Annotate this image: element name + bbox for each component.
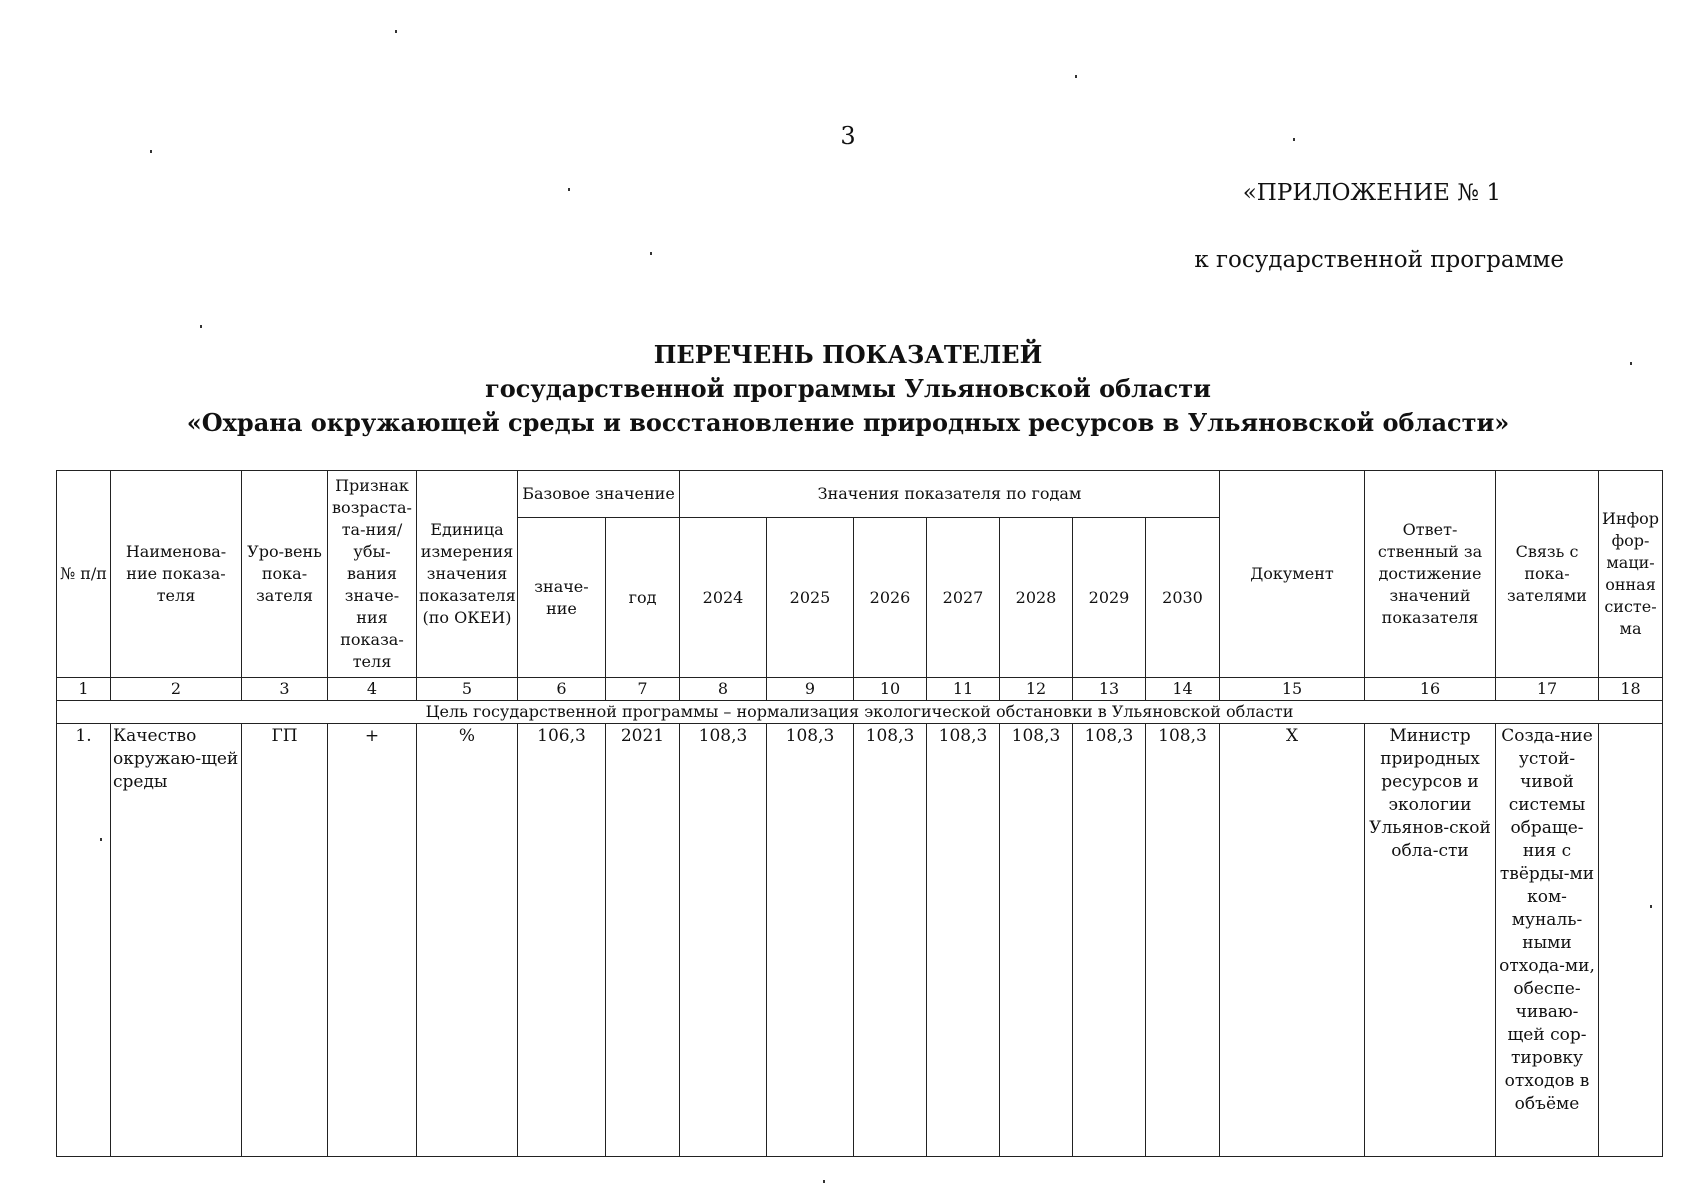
program-goal: Цель государственной программы – нормализация экологической обстановки в Ульяновской области <box>57 701 1663 724</box>
row-value-2028: 108,3 <box>1000 724 1073 1157</box>
column-number: 3 <box>242 678 328 701</box>
header-years-group: Значения показателя по годам <box>680 471 1220 518</box>
header-info-system: Инфор фор-маци-онная систе-ма <box>1599 471 1663 678</box>
row-document: X <box>1220 724 1365 1157</box>
column-number: 8 <box>680 678 767 701</box>
scan-speck <box>200 325 202 328</box>
scan-speck <box>100 838 102 841</box>
column-number: 2 <box>111 678 242 701</box>
column-number: 15 <box>1220 678 1365 701</box>
header-year-2028: 2028 <box>1000 518 1073 678</box>
scan-speck <box>150 150 152 153</box>
heading-line-3: «Охрана окружающей среды и восстановление природных ресурсов в Ульяновской области» <box>186 408 1510 437</box>
header-base-value: значе-ние <box>518 518 606 678</box>
scan-speck <box>1630 362 1632 365</box>
header-year-2029: 2029 <box>1073 518 1146 678</box>
scan-speck <box>823 1180 825 1183</box>
row-value-2029: 108,3 <box>1073 724 1146 1157</box>
row-base-value: 106,3 <box>518 724 606 1157</box>
row-info-system <box>1599 724 1663 1157</box>
indicators-table <box>56 470 1663 1157</box>
header-responsible: Ответ-ственный за достижение значений показателя <box>1365 471 1496 678</box>
row-unit: % <box>417 724 518 1157</box>
column-number: 12 <box>1000 678 1073 701</box>
header-base-year: год <box>606 518 680 678</box>
header-unit: Единица измерения значения показателя (по ОКЕИ) <box>417 471 518 678</box>
column-number: 9 <box>767 678 854 701</box>
row-trend: + <box>328 724 417 1157</box>
header-year-2027: 2027 <box>927 518 1000 678</box>
column-number: 6 <box>518 678 606 701</box>
header-row-1 <box>57 471 1663 518</box>
row-value-2026: 108,3 <box>854 724 927 1157</box>
row-value-2027: 108,3 <box>927 724 1000 1157</box>
row-responsible: Министр природных ресурсов и экологии Ульянов-ской обла-сти <box>1365 724 1496 1157</box>
scan-speck <box>1650 905 1652 908</box>
page-number: 3 <box>840 122 856 150</box>
row-num: 1. <box>57 724 111 1157</box>
scan-speck <box>568 188 570 191</box>
row-link: Созда-ние устой-чивой системы обраще-ния с твёрды-ми ком-муналь-ными отхода-ми, обеспе-чиваю-щей сор-тировку отходов в объёме <box>1496 724 1599 1157</box>
appendix-title: «ПРИЛОЖЕНИЕ № 1 <box>1242 180 1501 206</box>
header-year-2025: 2025 <box>767 518 854 678</box>
table-row <box>57 724 1663 1157</box>
column-number-row <box>57 678 1663 701</box>
header-link: Связь с пока-зателями <box>1496 471 1599 678</box>
scan-speck <box>1075 75 1077 78</box>
row-base-year: 2021 <box>606 724 680 1157</box>
row-value-2030: 108,3 <box>1146 724 1220 1157</box>
heading-line-1: ПЕРЕЧЕНЬ ПОКАЗАТЕЛЕЙ <box>653 340 1043 369</box>
column-number: 4 <box>328 678 417 701</box>
header-level: Уро-вень пока-зателя <box>242 471 328 678</box>
document-heading <box>0 338 1696 440</box>
header-year-2024: 2024 <box>680 518 767 678</box>
row-level: ГП <box>242 724 328 1157</box>
header-year-2026: 2026 <box>854 518 927 678</box>
header-num: № п/п <box>57 471 111 678</box>
column-number: 16 <box>1365 678 1496 701</box>
scan-speck <box>650 252 652 255</box>
column-number: 17 <box>1496 678 1599 701</box>
header-trend: Признак возраста-та-ния/убы-вания значе-ния показа-теля <box>328 471 417 678</box>
column-number: 18 <box>1599 678 1663 701</box>
heading-line-2: государственной программы Ульяновской области <box>485 374 1211 403</box>
header-base-group: Базовое значение <box>518 471 680 518</box>
header-document: Документ <box>1220 471 1365 678</box>
row-indicator-name: Качество окружаю-щей среды <box>111 724 242 1157</box>
column-number: 1 <box>57 678 111 701</box>
scan-speck <box>1293 138 1295 141</box>
appendix-subtitle: к государственной программе <box>1194 247 1564 273</box>
header-name: Наименова-ние показа-теля <box>111 471 242 678</box>
column-number: 14 <box>1146 678 1220 701</box>
row-value-2025: 108,3 <box>767 724 854 1157</box>
column-number: 7 <box>606 678 680 701</box>
scan-speck <box>395 30 397 33</box>
header-year-2030: 2030 <box>1146 518 1220 678</box>
goal-row <box>57 701 1663 724</box>
column-number: 13 <box>1073 678 1146 701</box>
row-value-2024: 108,3 <box>680 724 767 1157</box>
column-number: 11 <box>927 678 1000 701</box>
column-number: 5 <box>417 678 518 701</box>
column-number: 10 <box>854 678 927 701</box>
